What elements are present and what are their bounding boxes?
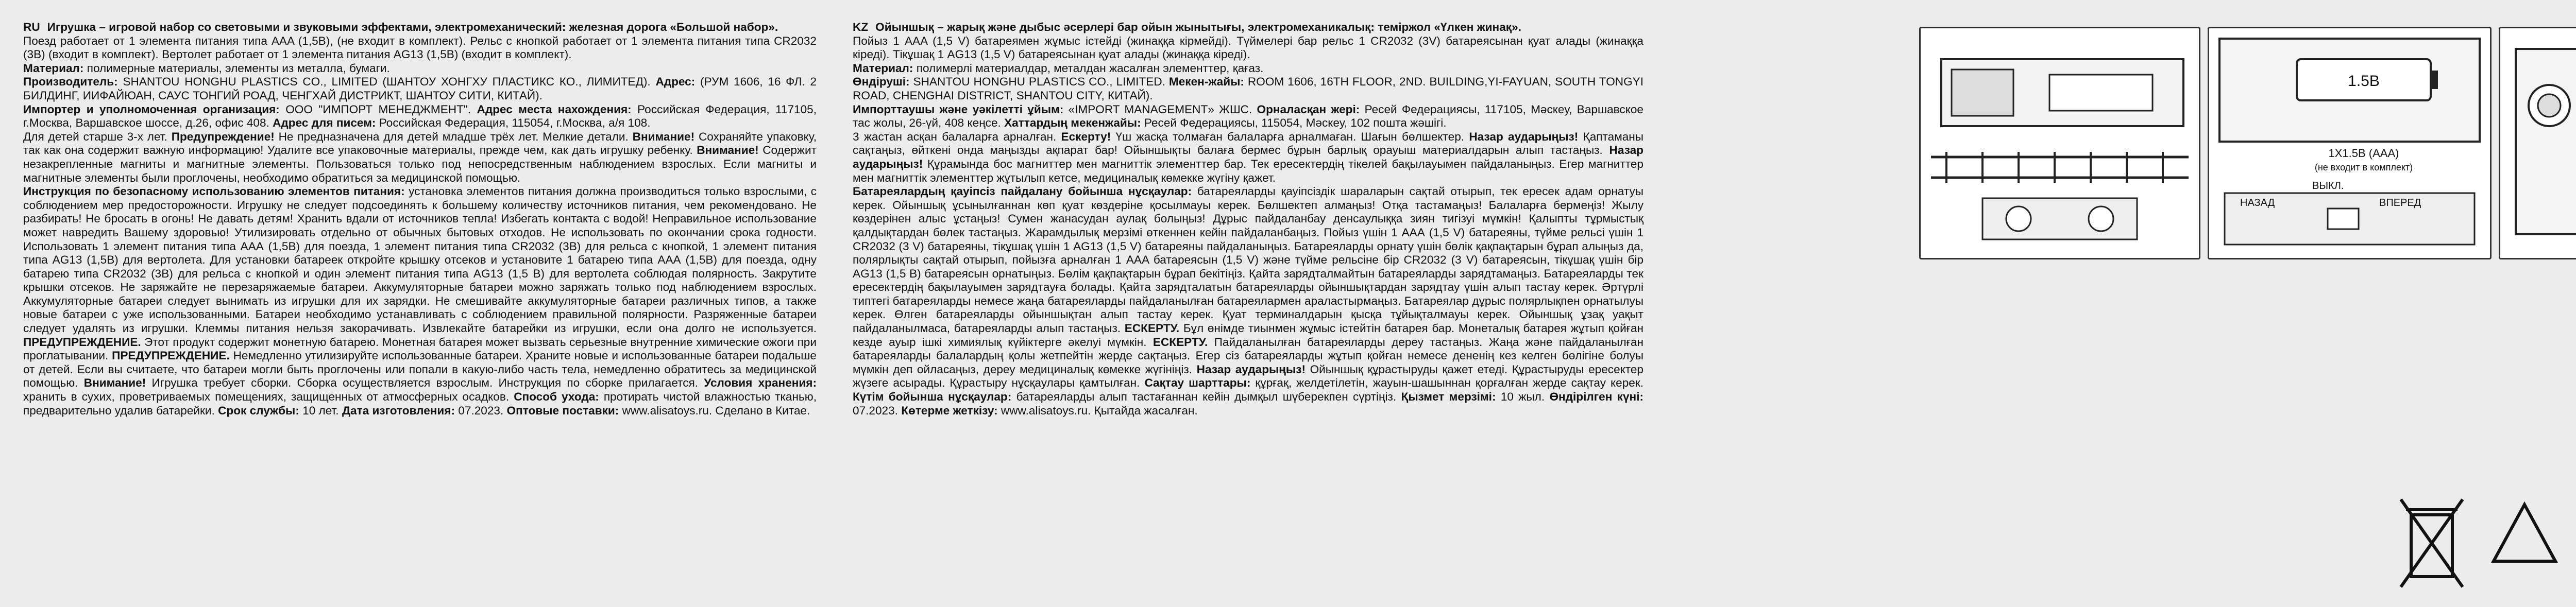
battery-type-label: 1X1.5B (AAA) bbox=[2328, 147, 2399, 160]
kz-location-text: Ресей Федерациясы, 117105, Мәскеу, Варшавское тас жолы, 26-үй, 408 кеңсе. bbox=[853, 102, 1644, 130]
kz-dispose-warning-label: ЕСКЕРТУ. bbox=[1153, 335, 1208, 349]
ru-battery-text: установка элементов питания должна производиться только взрослыми, с соблюдением мер предосторожности. Игрушку не следует подсоединять к большему количеству источников питания, чем рекомендовано. Не разбирать! Не бросать в огонь! Не давать детям! Хранить вдали от источников тепла! Избегать контакта с водой! Неправильное использование может навредить Вашему здоровью! Утилизировать отдельно от обычных бытовых отходов. Не использовать по окончании срока годности. Использовать 1 элемент питания типа ААА (1,5В) для поезда, 1 элемент питания типа CR2032 (3В) для рельса с кнопкой, 1 элемент питания типа AG13 (1,5В) для вертолета. Для установки батареек откройте крышку отсеков и установите 1 батарею типа ААА (1,5В) для поезда, одну батарею типа CR2032 (3В) для рельса с кнопкой и один элемент питания типа AG13 (1,5 В) для вертолета соблюдая полярность. Закрутите крышки отсеков. Не заряжайте не перезаряжаемые батареи. Аккумуляторные батареи можно заряжать только под наблюдением взрослых. Аккумуляторные батареи следует вынимать из игрушки для их зарядки. Не смешивайте аккумуляторные батареи различных типов, а также новые батареи с уже использованными. Батареи необходимо устанавливать с соблюдением правильной полярности. Разряженные батареи следует удалять из игрушки. Клеммы питания нельзя закорачивать. Извлекайте батарейки из игрушки, если она долго не используется. bbox=[23, 185, 817, 335]
ru-address-label: Адрес: bbox=[655, 75, 696, 89]
kz-material bbox=[853, 62, 1643, 76]
ru-warning-label: Предупреждение! bbox=[171, 130, 275, 143]
marks-drawing bbox=[2396, 484, 2576, 597]
kz-wholesale-text: www.alisatoys.ru. Қытайда жасалған. bbox=[1001, 404, 1198, 417]
kz-warnings bbox=[853, 130, 1643, 185]
ru-coin-warning-text: Этот продукт содержит монетную батарею. Монетная батарея может вызвать серьезные внутренние химические ожоги при проглатывании. bbox=[23, 335, 817, 362]
ru-lifetime-text: 10 лет. bbox=[302, 404, 339, 417]
ru-importer-label: Импортер и уполномоченная организация: bbox=[23, 102, 280, 116]
kz-care-text: батареяларды алып тастағаннан кейін дымқыл шүберекпен сүртіңіз. bbox=[1016, 390, 1397, 404]
ru-mail-text: Российская Федерация, 115054, г.Москва, а/я 108. bbox=[379, 116, 651, 130]
kz-coin-warning-label: ЕСКЕРТУ. bbox=[1124, 322, 1180, 335]
kz-assembly-text: Ойыншық құрастыруды қажет етеді. Құрастыруды ересектер жүзеге асырады. Құрастыру нұсқаулары қамтылған. bbox=[853, 362, 1644, 390]
kz-warning-label: Ескерту! bbox=[1061, 130, 1111, 143]
kz-importer bbox=[853, 103, 1643, 130]
kz-wholesale-label: Көтерме жеткізу: bbox=[901, 404, 998, 417]
kz-lifetime-text: 10 жыл. bbox=[1500, 390, 1545, 404]
ru-attention-label: Внимание! bbox=[632, 130, 695, 143]
diagram-train-assembly bbox=[1919, 27, 2200, 259]
train-assembly-drawing bbox=[1921, 28, 2199, 258]
kz-lifetime-label: Қызмет мерзімі: bbox=[1401, 390, 1496, 404]
battery-included-label: (не входит в комплект) bbox=[2314, 162, 2413, 172]
kz-dispose-warning-text: Пайдаланылған батареяларды дереу тастаңыз. Жаңа және пайдаланылған батареяларды балалардың қолы жетпейтін жерде сақтаңыз. Егер сіз батареяларды жұтып қойған немесе дененің кез келген бөлігіне болуы мүмкін деп ойласаңыз, дереу медициналық көмекке жүгініңіз. bbox=[853, 335, 1643, 376]
diagram-train-battery bbox=[2208, 27, 2492, 259]
ru-material-label: Материал: bbox=[23, 61, 84, 75]
helicopter-battery-drawing bbox=[2500, 28, 2576, 258]
ru-warnings bbox=[23, 130, 817, 185]
kz-manufacturer bbox=[853, 75, 1643, 102]
kz-power-info: Пойыз 1 AAA (1,5 V) батареямен жұмыс істейді (жинаққа кірмейді). Түймелері бар рельс 1 CR2032 (3V) батареясынан қуат алады (жинаққа кіреді). Тікұшақ 1 AG13 (1,5 V) батареясынан қуат алады (жинаққа кіреді). bbox=[853, 34, 1643, 61]
ru-assembly-text: Игрушка требует сборки. Сборка осуществляется взрослым. Инструкция по сборке прилагается. bbox=[151, 376, 699, 390]
kz-storage-text: құрғақ, желдетілетін, жауын-шашыннан қорғалған жерде сақтау керек. bbox=[1255, 376, 1644, 390]
kz-importer-text: «IMPORT MANAGEMENT» ЖШС. bbox=[1068, 102, 1252, 116]
kz-manufacturer-text: SHANTOU HONGHU PLASTICS CO., LIMITED. bbox=[913, 75, 1165, 89]
ru-instructions bbox=[23, 21, 817, 418]
ru-location-text: Российская Федерация, 117105, г.Москва, Варшавское шоссе, д.26, офис 408. bbox=[23, 102, 817, 130]
ru-attention2-label: Внимание! bbox=[697, 144, 759, 157]
kz-assembly-label: Назар аударыңыз! bbox=[1196, 362, 1306, 376]
ru-lang-code: RU bbox=[23, 21, 40, 33]
switch-back-label: НАЗАД bbox=[2240, 197, 2275, 209]
kz-title: Ойыншық – жарық және дыбыс әсерлері бар ойын жынытығы, электромеханикалық: теміржол «Үлкен жинақ». bbox=[875, 21, 1521, 33]
kz-importer-label: Импорттаушы және уәкілетті ұйым: bbox=[853, 102, 1064, 116]
ru-care-text: протирать чистой влажностью тканью, предварительно удалив батарейки. bbox=[23, 390, 817, 417]
diagram-helicopter-battery bbox=[2499, 27, 2576, 259]
ru-importer-text: ООО "ИМПОРТ МЕНЕДЖМЕНТ". bbox=[285, 102, 471, 116]
kz-instructions bbox=[853, 21, 1643, 418]
switch-off-label: ВЫКЛ. bbox=[2312, 180, 2344, 192]
kz-storage-label: Сақтау шарттары: bbox=[1144, 376, 1251, 390]
ru-address-text: (РУМ 1606, 16 ФЛ. 2 БИЛДИНГ, ИИФАЙЮАН, САУС ТОНГИЙ РОАД, ЧЕНГХАЙ ДИСТРИКТ, ШАНТОУ СИТИ, КИТАЙ). bbox=[23, 75, 817, 102]
ru-mail-label: Адрес для писем: bbox=[273, 116, 376, 130]
ru-title: Игрушка – игровой набор со световыми и звуковыми эффектами, электромеханический: железная дорога «Большой набор». bbox=[47, 21, 778, 33]
ru-wholesale-text: www.alisatoys.ru. Сделано в Китае. bbox=[622, 404, 810, 417]
kz-battery-label: Батареялардың қауіпсіз пайдалану бойынша нұсқаулар: bbox=[853, 185, 1192, 198]
ru-battery-label: Инструкция по безопасному использованию элементов питания: bbox=[23, 185, 405, 198]
kz-warning-text: Үш жасқа толмаған балаларға арналмаған. Шағын бөлшектер. bbox=[1115, 130, 1465, 143]
kz-material-label: Материал: bbox=[853, 61, 913, 75]
ru-age-text: Для детей старше 3-х лет. bbox=[23, 130, 167, 143]
switch-icon bbox=[2328, 209, 2359, 229]
crossed-bin-icon bbox=[2401, 499, 2463, 587]
kz-date-label: Өндірілген күні: bbox=[1549, 390, 1644, 404]
kz-mail-text: Ресей Федерациясы, 115054, Мәскеу, 102 пошта жәшігі. bbox=[1144, 116, 1447, 130]
ru-attention-text: Сохраняйте упаковку, так как она содержит важную информацию! Удалите все упаковочные материалы, прежде чем, как дать игрушку ребенку. bbox=[23, 130, 817, 157]
kz-age-text: 3 жастан асқан балаларға арналған. bbox=[853, 130, 1057, 143]
certification-marks bbox=[2396, 484, 2576, 597]
kz-attention-text: Қаптаманы сақтаңыз, өйткені онда маңызды ақпарат бар! Ойыншықты балаға бермес бұрын барлық орауыш материалдарын алып тастаңыз. bbox=[853, 130, 1644, 157]
kz-address-text: ROOM 1606, 16TH FLOOR, 2ND. BUILDING,YI-FAYUAN, SOUTH TONGYI ROAD, CHENGHAI DISTRICT, SHANTOU CITY, КИТАЙ). bbox=[853, 75, 1644, 102]
kz-coin-warning-text: Бұл өнімде тиынмен жұмыс істейтін батарея бар. Монеталық батарея жұтып қойған кезде ауыр ішкі химиялық күйіктерге әкелуі мүмкін. bbox=[853, 322, 1643, 349]
train-battery-drawing bbox=[2209, 28, 2490, 258]
ru-storage-label: Условия хранения: bbox=[704, 376, 817, 390]
ru-storage-text: хранить в сухих, проветриваемых помещениях, защищенных от атмосферных осадков. bbox=[23, 390, 510, 404]
ru-importer bbox=[23, 103, 817, 130]
kz-attention2-label: Назар аударыңыз! bbox=[853, 144, 1643, 170]
kz-attention2-text: Құрамында бос магниттер мен магниттік элементтер бар. Тек ересектердің тікелей бақылауымен пайдаланыңыз. Егер магниттер мен магниттік элементтер жұтылып кетсе, медициналық көмекке жүгіну қажет. bbox=[853, 157, 1643, 184]
kz-address-label: Мекен-жайы: bbox=[1168, 75, 1244, 89]
ru-wholesale-label: Оптовые поставки: bbox=[506, 404, 619, 417]
ru-battery-safety bbox=[23, 185, 817, 418]
ru-date-text: 07.2023. bbox=[458, 404, 504, 417]
kz-battery-safety bbox=[853, 185, 1643, 418]
kz-lang-code: KZ bbox=[853, 21, 869, 33]
ru-manufacturer-label: Производитель: bbox=[23, 75, 118, 89]
ru-attention2-text: Содержит незакрепленные магниты и магнитные элементы. Пользоваться только под непосредственным наблюдением взрослых. Если магниты и магнитные элементы были проглочены, необходимо обратиться за медицинской помощью. bbox=[23, 144, 817, 184]
kz-attention-label: Назар аударыңыз! bbox=[1469, 130, 1579, 143]
kz-mail-label: Хаттардың мекенжайы: bbox=[1004, 116, 1141, 130]
ru-dispose-warning-text: Немедленно утилизируйте использованные батареи. Храните новые и использованные батареи подальше от детей. Если вы считаете, что батареи могли быть проглочены или попали в какую-либо часть тела, немедленно обратитесь за медицинской помощью. bbox=[23, 349, 817, 390]
ru-warning-text: Не предназначена для детей младше трёх лет. Мелкие детали. bbox=[278, 130, 629, 143]
kz-care-label: Күтім бойынша нұсқаулар: bbox=[853, 390, 1012, 404]
ru-coin-warning-label: ПРЕДУПРЕЖДЕНИЕ. bbox=[23, 335, 141, 349]
kz-battery-text: батареяларды қауіпсіздік шараларын сақтай отырып, тек ересек адам орнатуы керек. Ойыншық ұсынылғаннан көп қуат көздеріне қосылмауы керек. Бөлшектеп алмаңыз! Отқа тастамаңыз! Балаларға бермеңіз! Жылу көздерінен алыс ұстаңыз! Сумен жанасудан аулақ болыңыз! Дұрыс пайдаланбау денсаулыққа зиян тигізуі мүмкін! Қалыпты тұрмыстық қалдықтардан бөлек тастаңыз. Жарамдылық мерзімі өткеннен кейін пайдаланбаңыз. Пойыз үшін 1 ААА (1,5 V) батареяны, түйме рельсі үшін 1 CR2032 (3 V) батареяны, тікұшақ үшін 1 AG13 (1,5 V) батареяны пайдаланыңыз. Батареяларды орнату үшін бөлік қақпақтарын бұрап алыңыз да, полярлықты сақтай отырып, пойызға арналған 1 AAA батареясын (1,5 V) және түйме рельсіне бір CR2032 (3 V) батареясын, тікұшақ үшін бір AG13 (1,5 В) батареясын орнатыңыз. Бөлім қақпақтарын бұрап бекітіңіз. Қайта зарядталмайтын батареяларды зарядтамаңыз. Батареяларды тек ересектердің бақылауымен зарядтауға болады. Қайта зарядталатын батареяларды ойыншықтардан зарядтау үшін алып тастау керек. Әртүрлі типтегі батареяларды немесе жаңа батареяларды пайдаланылған батареялармен араластырмаңыз. Батареялар дұрыс полярлықпен орнатылуы керек. Өлген батареяларды ойыншықтан алып тастау керек. Қуат терминалдарын қысқа тұйықталмауы керек. Ойыншық ұзақ уақыт пайдаланылмаса, батареяларды алып тастаңыз. bbox=[853, 185, 1644, 335]
ru-care-label: Способ ухода: bbox=[514, 390, 599, 404]
ru-material-text: полимерные материалы, элементы из металла, бумаги. bbox=[87, 61, 390, 75]
ru-power-info: Поезд работает от 1 элемента питания типа AAA (1,5В), (не входит в комплект). Рельс с кнопкой работает от 1 элемента питания типа CR2032 (3В) (входит в комплект). Вертолет работает от 1 элемента питания AG13 (1,5В) (входит в комплект). bbox=[23, 34, 817, 61]
battery-voltage-label: 1.5B bbox=[2348, 73, 2380, 90]
switch-forward-label: ВПЕРЕД bbox=[2379, 197, 2421, 209]
kz-date-text: 07.2023. bbox=[853, 404, 898, 417]
ru-lifetime-label: Срок службы: bbox=[218, 404, 299, 417]
ru-date-label: Дата изготовления: bbox=[342, 404, 455, 417]
ru-manufacturer bbox=[23, 75, 817, 102]
kz-material-text: полимерлі материалдар, металдан жасалған элементтер, қағаз. bbox=[916, 61, 1264, 75]
mobius-loop-icon bbox=[2494, 505, 2555, 561]
ru-location-label: Адрес места нахождения: bbox=[477, 102, 632, 116]
ru-material bbox=[23, 62, 817, 76]
ru-dispose-warning-label: ПРЕДУПРЕЖДЕНИЕ. bbox=[112, 349, 230, 362]
kz-manufacturer-label: Өндіруші: bbox=[853, 75, 910, 89]
ru-assembly-label: Внимание! bbox=[83, 376, 146, 390]
kz-location-label: Орналасқан жері: bbox=[1257, 102, 1360, 116]
ru-manufacturer-text: SHANTOU HONGHU PLASTICS CO., LIMITED (ШАНТОУ ХОНГХУ ПЛАСТИКС КО., ЛИМИТЕД). bbox=[123, 75, 651, 89]
